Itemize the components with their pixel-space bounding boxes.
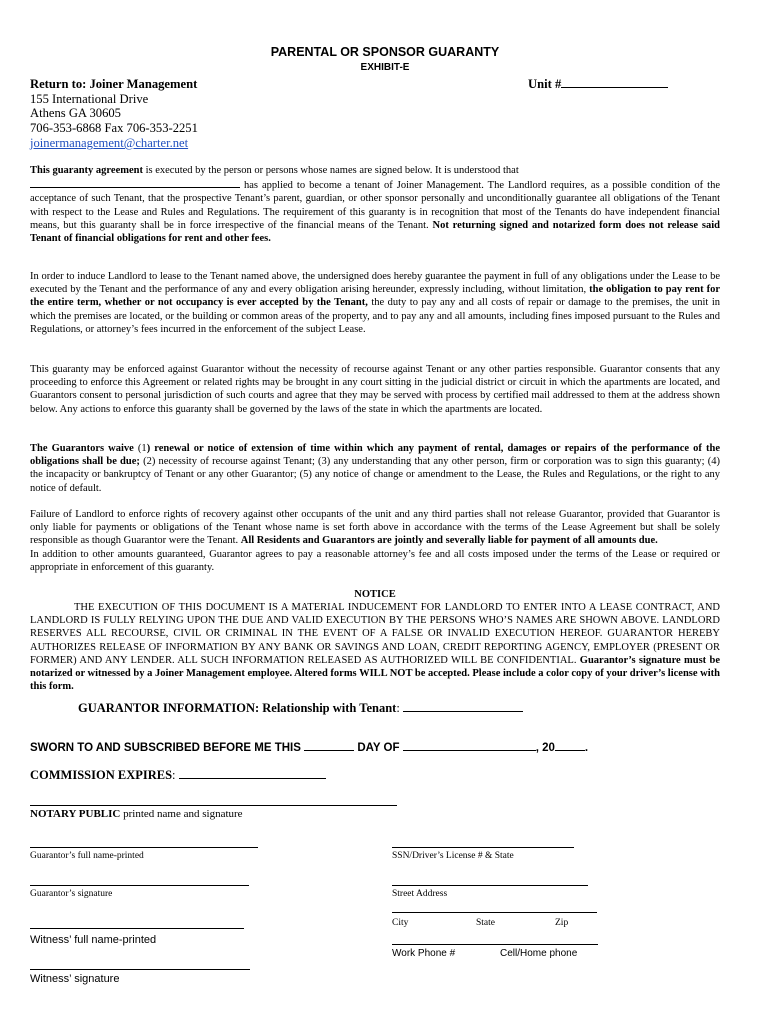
- guaranty-paragraph-3: This guaranty may be enforced against Guarantor without the necessity of recourse against Tenant or any other parties responsible. Guarantor consents that any proceeding to enforce this Agreement or related rights may be brought in any court sitting in the judicial district or circuit in which the apartments are located, and Guarantors consent to personal jurisdiction of such courts and agree that they may be served with process by certified mail addressed to them at the address shown below. Any actions to enforce this guaranty shall be governed by the laws of the state in which the apartments are located.: [30, 364, 720, 415]
- page-title: PARENTAL OR SPONSOR GUARANTY: [270, 45, 500, 59]
- guarantor-signature-label: Guarantor’s signature: [30, 889, 113, 899]
- day-blank[interactable]: [304, 740, 354, 751]
- witness-signature-line[interactable]: [30, 969, 250, 970]
- guarantor-name-line[interactable]: [30, 847, 258, 848]
- guarantor-name-label: Guarantor’s full name-printed: [30, 851, 144, 861]
- exhibit-label: EXHIBIT-E: [360, 62, 410, 73]
- cell-phone-label: Cell/Home phone: [500, 948, 578, 959]
- guaranty-paragraph-1: This guaranty agreement is executed by the person or persons whose names are signed below. It is understood that has applied to become a tenant of Joiner Management. The Landlord requires, as a possible condition of the acceptance of such Tenant, that the prospective Tenant’s parent, guardian, or other sponsor personally and unconditionally guarantee all obligations of the Tenant with respect to the Lease and Rules and Regulations. The requirement of this guaranty is in recognition that most of the Tenants do have independent financial means, but this guaranty shall be in force irrespective of the financial means of the Tenant. Not returning signed and notarized form does not release said Tenant of financial obligations for rent and other fees.: [30, 165, 720, 245]
- witness-name-line[interactable]: [30, 928, 244, 929]
- guarantor-signature-line[interactable]: [30, 885, 249, 886]
- notary-signature-line[interactable]: [30, 805, 397, 806]
- witness-signature-label: Witness’ signature: [30, 973, 120, 985]
- tenant-name-blank[interactable]: [30, 177, 240, 188]
- address-line-2: Athens GA 30605: [30, 106, 121, 120]
- unit-number-field[interactable]: [528, 77, 668, 92]
- address-line-1: 155 International Drive: [30, 92, 149, 106]
- state-label: State: [476, 918, 495, 928]
- zip-label: Zip: [555, 918, 569, 928]
- work-phone-label: Work Phone #: [392, 948, 456, 959]
- guaranty-paragraph-2: In order to induce Landlord to lease to the Tenant named above, the undersigned does hereby guarantee the payment in full of any obligations under the Lease to be executed by the Tenant and the performance of any and every obligation arising hereunder, expressly including, without limitation, the obligation to pay rent for the entire term, whether or not occupancy is ever accepted by the Tenant, the duty to pay any and all costs of repair or damage to the premises, the unit in which the premises are located, or the building or common areas of the property, and to pay any and all amounts, including fines imposed pursuant to the Rules and Regulations, or attorney’s fees incurred in the enforcement of the subject Lease.: [30, 271, 720, 335]
- relationship-blank[interactable]: [403, 701, 523, 712]
- ssn-label: SSN/Driver’s License # & State: [392, 851, 514, 861]
- phone-fax: 706-353-6868 Fax 706-353-2251: [30, 121, 198, 135]
- notice-heading: NOTICE: [354, 589, 396, 600]
- ssn-line[interactable]: [392, 847, 574, 848]
- notary-label: NOTARY PUBLIC printed name and signature: [30, 808, 243, 820]
- unit-blank[interactable]: [561, 77, 668, 88]
- guaranty-paragraph-5: Failure of Landlord to enforce rights of recovery against other occupants of the unit and any third parties shall not release Guarantor, provided that Guarantor is only liable for payments or obligations of the Tenant whose name is set forth above in accordance with the terms of the Lease Agreement but shall be solely responsible as though Guarantor were the Tenant. All Residents and Guarantors are jointly and severally liable for payment of all amounts due. In addition to other amounts guaranteed, Guarantor agrees to pay a reasonable attorney’s fee and all costs imposed under the terms of the Lease or required or appropriate in enforcement of this guaranty.: [30, 509, 720, 573]
- city-state-zip-line[interactable]: [392, 912, 597, 913]
- notice-paragraph: THE EXECUTION OF THIS DOCUMENT IS A MATERIAL INDUCEMENT FOR LANDLORD TO ENTER INTO A LEASE CONTRACT, AND LANDLORD IS FULLY RELYING UPON THE DUE AND VALID EXECUTION BY THE PERSONS WHO’S NAMES ARE SHOWN ABOVE. LANDLORD RESERVES ALL RECOURSE, CIVIL OR CRIMINAL IN THE EVENT OF A FALSE OR INVALID EXECUTION HEREOF. GUARANTOR HEREBY AUTHORIZES RELEASE OF INFORMATION BY ANY BANK OR SAVINGS AND LOAN, CREDIT REPORTING AGENCY, EMPLOYER (PRESENT OR FORMER) AND ANY LENDER. ALL SUCH INFORMATION RELEASED AS AUTHORIZED WILL BE CONFIDENTIAL. Guarantor’s signature must be notarized or witnessed by a Joiner Management employee. Altered forms WILL NOT be accepted. Please include a color copy of your driver’s license with this form.: [30, 602, 720, 693]
- city-label: City: [392, 918, 409, 928]
- email-link[interactable]: joinermanagement@charter.net: [30, 136, 189, 150]
- commission-blank[interactable]: [179, 768, 326, 779]
- month-blank[interactable]: [403, 740, 536, 751]
- street-label: Street Address: [392, 889, 448, 899]
- year-blank[interactable]: [555, 740, 585, 751]
- commission-expires-field[interactable]: COMMISSION EXPIRES:: [30, 768, 326, 783]
- street-line[interactable]: [392, 885, 588, 886]
- unit-label: Unit #: [528, 77, 562, 91]
- witness-name-label: Witness’ full name-printed: [30, 934, 157, 946]
- guarantor-info-field[interactable]: GUARANTOR INFORMATION: Relationship with Tenant:: [78, 701, 523, 716]
- guaranty-paragraph-4: The Guarantors waive (1) renewal or notice of extension of time within which any payment of rental, damages or repairs of the performance of the obligations shall be due; (2) necessity of recourse against Tenant; (3) any understanding that any other person, firm or corporation was to sign this guaranty; (4) the incapacity or bankruptcy of Tenant or any other Guarantor; (5) any notice of change or amendment to the Lease, the Rules and Regulations, or the right to any notice of default.: [30, 443, 721, 494]
- sworn-line: SWORN TO AND SUBSCRIBED BEFORE ME THIS DAY OF , 20 .: [30, 742, 589, 754]
- return-to: Return to: Joiner Management: [30, 77, 198, 91]
- phone-line[interactable]: [392, 944, 598, 945]
